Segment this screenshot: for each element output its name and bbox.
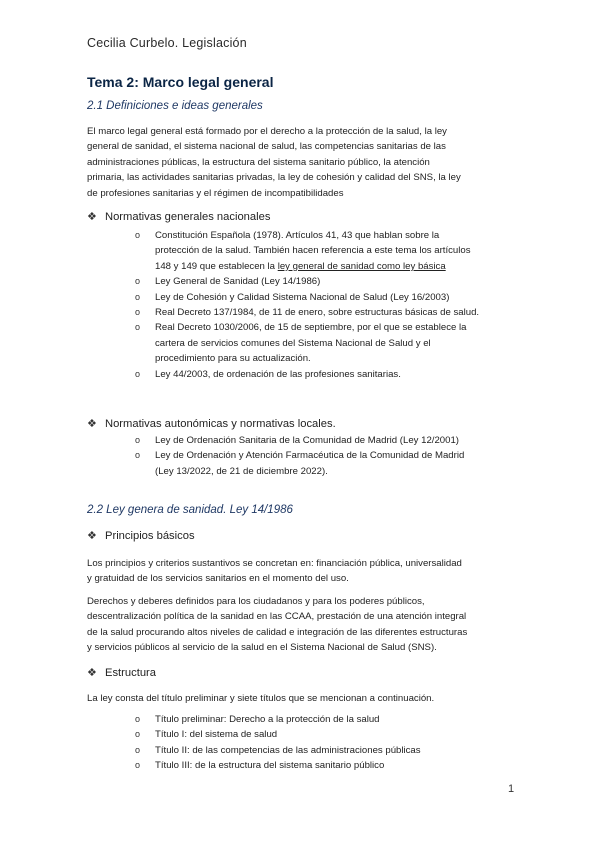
text-line: Ley General de Sanidad (Ley 14/1986) <box>155 276 321 288</box>
section-heading-2-1: 2.1 Definiciones e ideas generales <box>87 100 263 112</box>
diamond-bullet-icon: ❖ <box>87 667 97 679</box>
text-line: Título preliminar: Derecho a la protección de la salud <box>155 714 380 725</box>
regional-laws-list <box>135 433 515 479</box>
list-item <box>135 290 515 305</box>
circle-bullet-icon: o <box>135 230 141 240</box>
text-line: cartera de servicios comunes del Sistema Nacional de Salud y el <box>155 337 431 349</box>
bullet-regional <box>87 417 336 430</box>
list-item <box>135 433 515 448</box>
list-item <box>135 448 515 479</box>
circle-bullet-icon: o <box>135 729 141 740</box>
text-line: primaria, las actividades sanitarias privadas, la ley de cohesión y calidad del SNS, la ley <box>87 172 461 184</box>
text-line: Ley de Cohesión y Calidad Sistema Nacional de Salud (Ley 16/2003) <box>155 291 450 303</box>
page-title: Tema 2: Marco legal general <box>87 74 274 90</box>
text-line: Título III: de la estructura del sistema sanitario público <box>155 760 385 772</box>
text-line: Real Decreto 137/1984, de 11 de enero, sobre estructuras básicas de salud. <box>155 307 480 319</box>
page-header: Cecilia Curbelo. Legislación <box>87 36 247 50</box>
national-laws-list <box>135 228 515 382</box>
principles-paragraph <box>87 556 517 587</box>
rights-paragraph <box>87 594 517 656</box>
text-line: procedimiento para su actualización. <box>155 353 311 365</box>
text-line: La ley consta del título preliminar y siete títulos que se mencionan a continuación. <box>87 693 435 704</box>
text-line: Ley de Ordenación y Atención Farmacéutica de la Comunidad de Madrid <box>155 450 465 462</box>
text-line: Constitución Española (1978). Artículos 41, 43 que hablan sobre la <box>155 230 440 241</box>
section-heading-2-2: 2.2 Ley genera de sanidad. Ley 14/1986 <box>87 504 293 516</box>
list-item <box>135 320 515 366</box>
text-line <box>155 259 515 274</box>
list-item <box>135 228 515 274</box>
circle-bullet-icon: o <box>135 276 141 287</box>
bullet-label: Normativas generales nacionales <box>105 210 271 223</box>
circle-bullet-icon: o <box>135 744 141 755</box>
text-segment: 148 y 149 que establecen la <box>155 260 278 272</box>
list-item <box>135 712 515 727</box>
text-line: y gratuidad de los servicios sanitarios en el momento del uso. <box>87 573 349 585</box>
text-line: Título II: de las competencias de las administraciones públicas <box>155 744 421 756</box>
circle-bullet-icon: o <box>135 322 141 333</box>
diamond-bullet-icon: ❖ <box>87 211 97 223</box>
page-number: 1 <box>508 783 515 795</box>
text-line: (Ley 13/2022, de 21 de diciembre 2022). <box>155 465 328 477</box>
underlined-phrase: ley general de sanidad como ley básica <box>277 260 446 272</box>
text-line: El marco legal general está formado por el derecho a la protección de la salud, la ley <box>87 126 447 137</box>
circle-bullet-icon: o <box>135 368 141 379</box>
diamond-bullet-icon: ❖ <box>87 418 97 430</box>
text-line: de la salud procurando altos niveles de calidad e integración de las diferentes estructuras <box>87 626 468 638</box>
list-item <box>135 743 515 758</box>
text-line: Ley de Ordenación Sanitaria de la Comunidad de Madrid (Ley 12/2001) <box>155 435 459 446</box>
list-item <box>135 367 515 382</box>
titles-list <box>135 712 515 774</box>
circle-bullet-icon: o <box>135 435 141 445</box>
text-line: Real Decreto 1030/2006, de 15 de septiembre, por el que se establece la <box>155 322 467 334</box>
circle-bullet-icon: o <box>135 307 141 318</box>
list-item <box>135 305 515 320</box>
text-line: Título I: del sistema de salud <box>155 729 278 741</box>
bullet-principles <box>87 529 195 542</box>
circle-bullet-icon: o <box>135 450 141 461</box>
structure-intro <box>87 691 517 706</box>
list-item <box>135 758 515 773</box>
bullet-label: Estructura <box>105 666 156 679</box>
diamond-bullet-icon: ❖ <box>87 530 97 542</box>
circle-bullet-icon: o <box>135 714 141 724</box>
list-item <box>135 727 515 742</box>
circle-bullet-icon: o <box>135 291 141 302</box>
text-line: Derechos y deberes definidos para los ciudadanos y para los poderes públicos, <box>87 596 425 607</box>
bullet-label: Normativas autonómicas y normativas locales. <box>105 417 336 430</box>
text-line: Los principios y criterios sustantivos se concretan en: financiación pública, universalidad <box>87 558 462 569</box>
text-line: general de sanidad, el sistema nacional de salud, las competencias sanitarias de las <box>87 141 446 153</box>
text-line: Ley 44/2003, de ordenación de las profesiones sanitarias. <box>155 368 401 380</box>
list-item <box>135 274 515 289</box>
bullet-national <box>87 210 270 223</box>
text-line: descentralización política de la sanidad en las CCAA, prestación de una atención integral <box>87 611 467 623</box>
bullet-structure <box>87 666 156 679</box>
circle-bullet-icon: o <box>135 760 141 771</box>
bullet-label: Principios básicos <box>105 529 195 542</box>
text-line: de profesiones sanitarias y el régimen de incompatibilidades <box>87 187 344 199</box>
text-line: protección de la salud. También hacen referencia a este tema los artículos <box>155 245 471 257</box>
intro-paragraph <box>87 124 517 201</box>
text-line: y servicios públicos al servicio de la salud en el Sistema Nacional de Salud (SNS). <box>87 642 437 654</box>
text-line: administraciones públicas, la estructura del sistema sanitario público, la atención <box>87 156 430 168</box>
